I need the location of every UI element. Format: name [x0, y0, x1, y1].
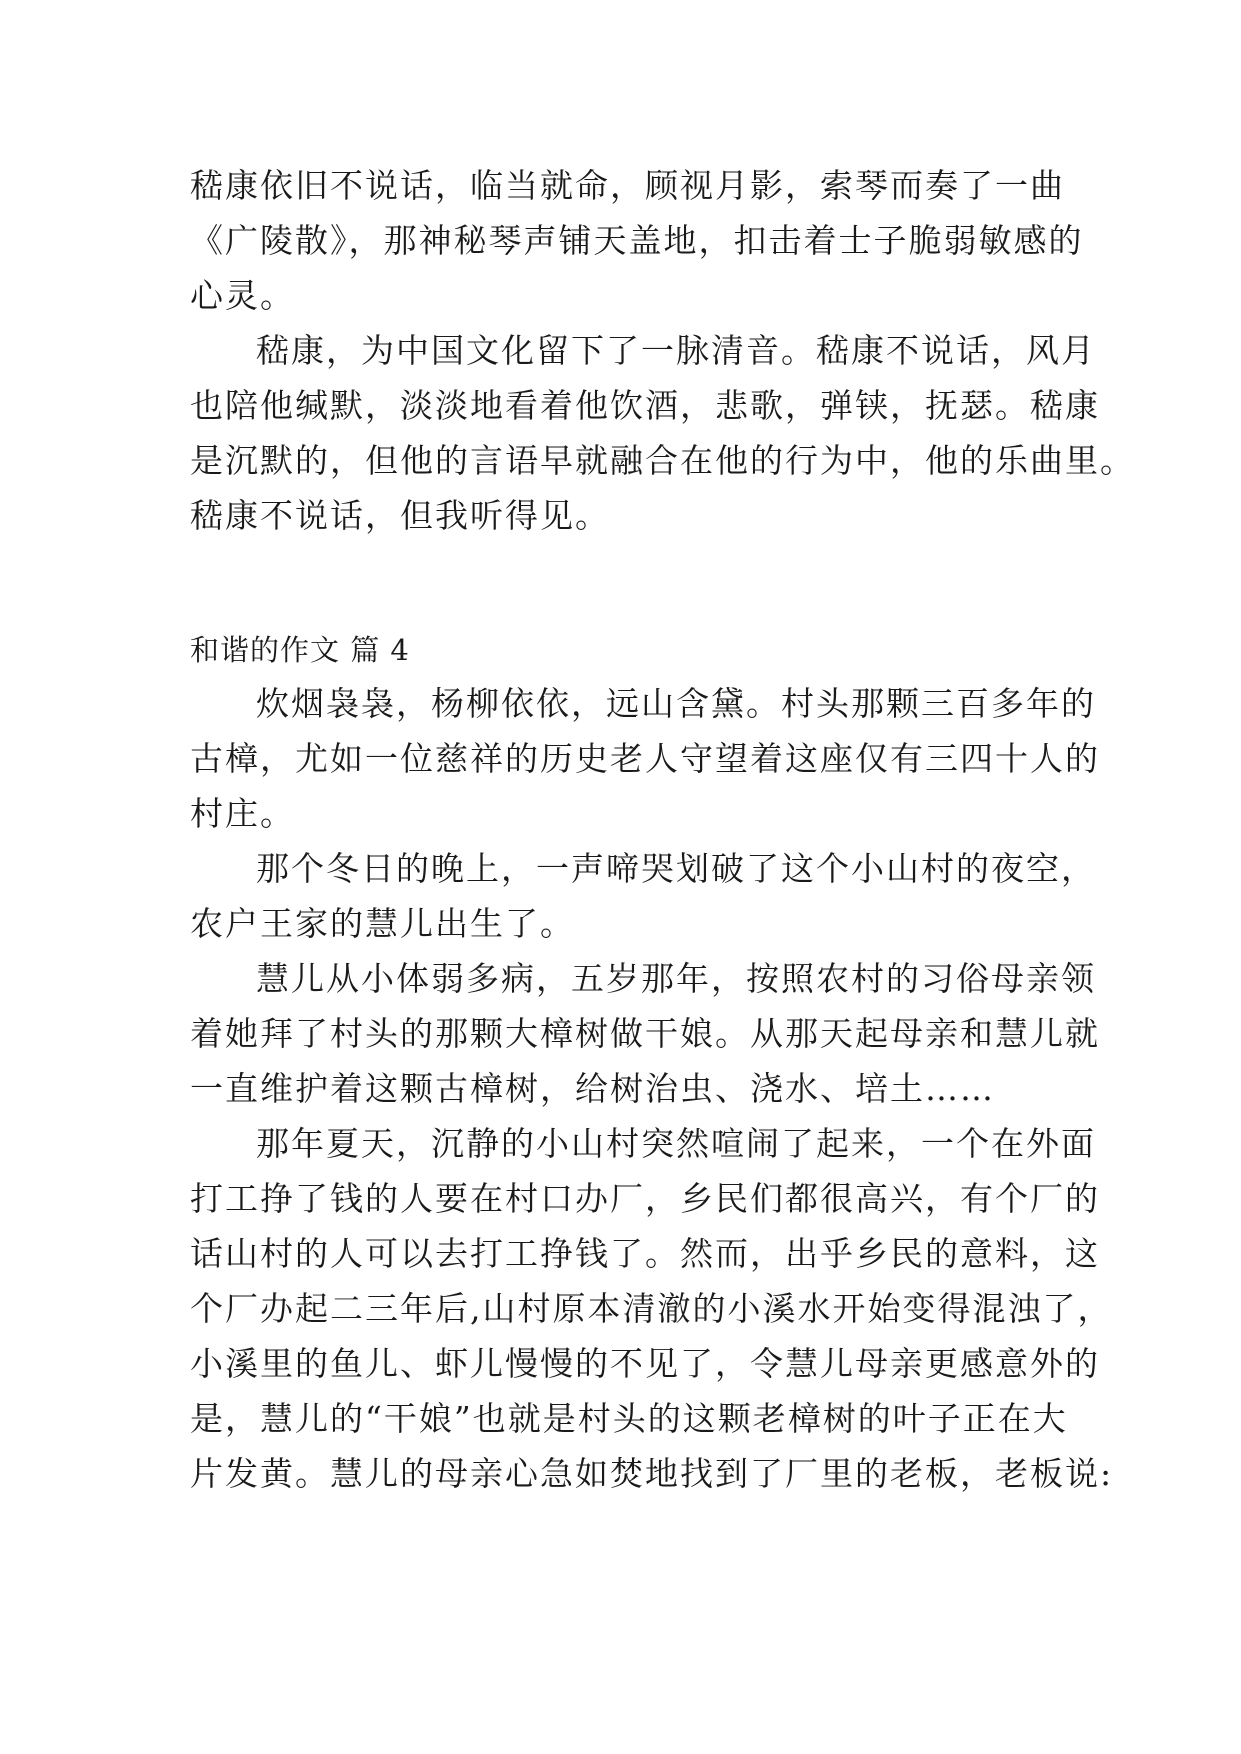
para3-line-1: 炊烟袅袅，杨柳依依，远山含黛。村头那颗三百多年的 [256, 684, 1096, 723]
para5-line-2: 着她拜了村头的那颗大樟树做干娘。从那天起母亲和慧儿就 [190, 1014, 1100, 1053]
para2-line-2: 也陪他缄默，淡淡地看着他饮酒，悲歌，弹铗，抚瑟。嵇康 [190, 386, 1100, 425]
para6-line-5: 小溪里的鱼儿、虾儿慢慢的不见了，令慧儿母亲更感意外的 [190, 1344, 1100, 1383]
para6-line-4: 个厂办起二三年后,山村原本清澈的小溪水开始变得混浊了， [190, 1289, 1113, 1328]
para6-line-7: 片发黄。慧儿的母亲心急如焚地找到了厂里的老板，老板说: [190, 1454, 1114, 1493]
para5-line-3: 一直维护着这颗古樟树，给树治虫、浇水、培土…… [190, 1069, 995, 1108]
para1-line-1: 嵇康依旧不说话，临当就命，顾视月影，索琴而奏了一曲 [190, 166, 1065, 205]
para2-line-1: 嵇康，为中国文化留下了一脉清音。嵇康不说话，风月 [256, 331, 1096, 370]
para4-line-2: 农户王家的慧儿出生了。 [190, 904, 575, 943]
para6-line-6: 是，慧儿的“干娘”也就是村头的这颗老樟树的叶子正在大 [190, 1399, 1068, 1438]
para6-line-1: 那年夏天，沉静的小山村突然喧闹了起来，一个在外面 [256, 1124, 1096, 1163]
para4-line-1: 那个冬日的晚上，一声啼哭划破了这个小山村的夜空， [256, 849, 1096, 888]
para6-line-2: 打工挣了钱的人要在村口办厂，乡民们都很高兴，有个厂的 [190, 1179, 1100, 1218]
para2-line-3: 是沉默的，但他的言语早就融合在他的行为中，他的乐曲里。 [190, 441, 1135, 480]
para6-line-3: 话山村的人可以去打工挣钱了。然而，出乎乡民的意料，这 [190, 1234, 1100, 1273]
para2-line-4: 嵇康不说话，但我听得见。 [190, 496, 610, 535]
para3-line-3: 村庄。 [190, 794, 295, 833]
para3-line-2: 古樟，尤如一位慈祥的历史老人守望着这座仅有三四十人的 [190, 739, 1100, 778]
para1-line-3: 心灵。 [190, 276, 295, 315]
para1-line-2: 《广陵散》，那神秘琴声铺天盖地，扣击着士子脆弱敏感的 [190, 221, 1084, 260]
section-heading: 和谐的作文 篇 4 [190, 633, 410, 667]
para5-line-1: 慧儿从小体弱多病，五岁那年，按照农村的习俗母亲领 [256, 959, 1096, 998]
